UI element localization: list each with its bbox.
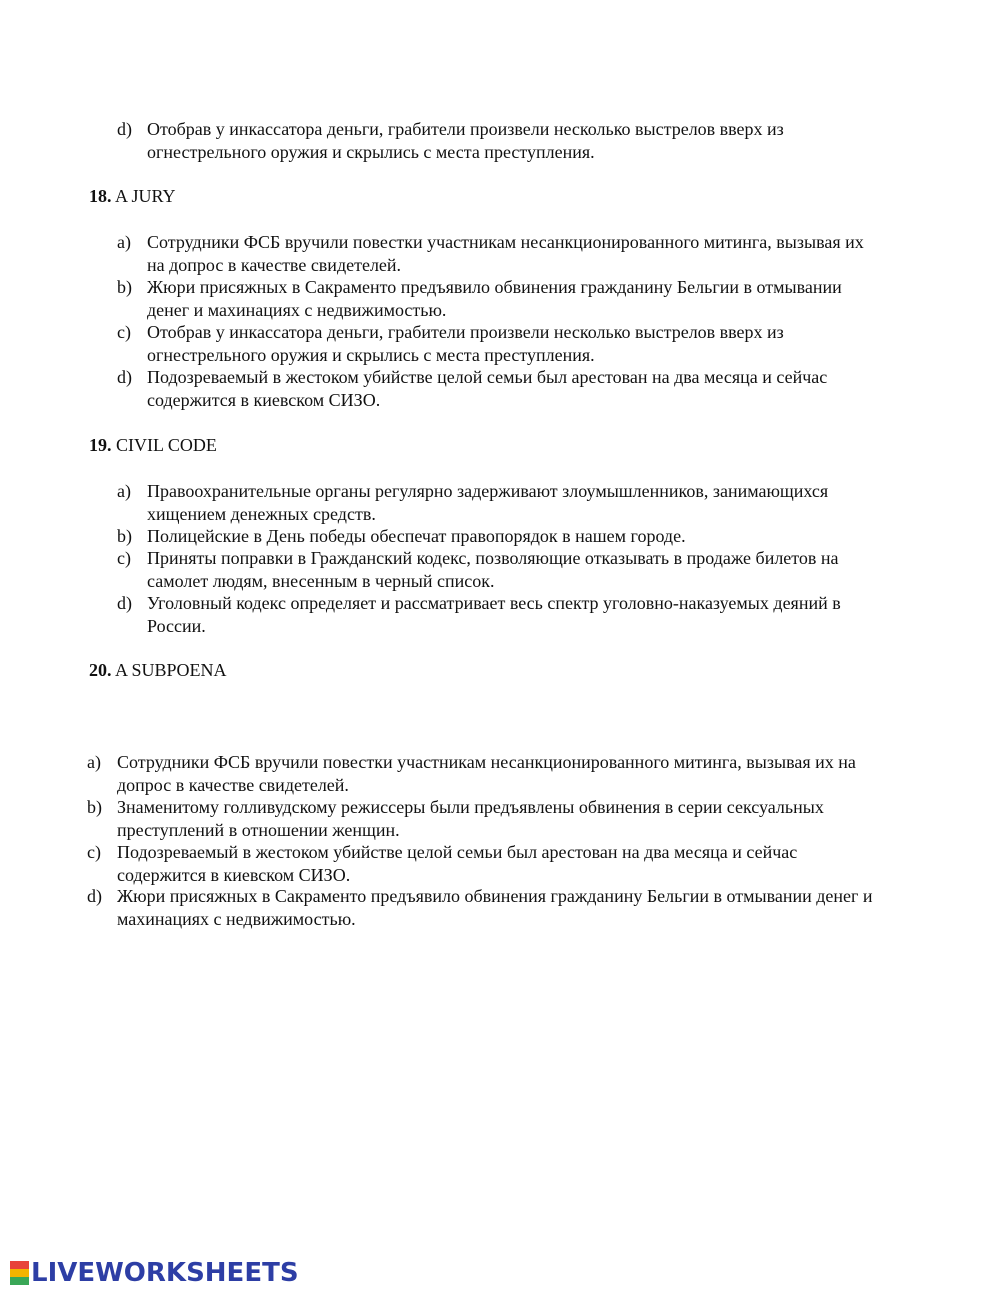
question-term: CIVIL CODE: [116, 435, 217, 455]
q18-option-b: [117, 276, 867, 321]
option-text: Подозреваемый в жестоком убийстве целой семьи был арестован на два месяца и сейчас содержится в киевском СИЗО.: [117, 842, 798, 885]
question-18-heading: [89, 185, 176, 207]
option-text: Знаменитому голливудскому режиссеры были предъявлены обвинения в серии сексуальных преступлений в отношении женщин.: [117, 797, 824, 840]
option-letter: b): [117, 526, 132, 546]
option-letter: b): [117, 277, 132, 297]
question-number: 20.: [89, 660, 112, 680]
question-20-heading: [89, 659, 227, 681]
option-letter: a): [87, 752, 101, 772]
option-letter: d): [117, 119, 132, 139]
option-letter: d): [87, 886, 102, 906]
q19-option-a: [117, 480, 867, 525]
q20-option-d: [87, 885, 887, 930]
q20-option-a: [87, 751, 887, 796]
q18-option-d: [117, 366, 867, 411]
question-number: 18.: [89, 186, 112, 206]
option-text: Жюри присяжных в Сакраменто предъявило обвинения гражданину Бельгии в отмывании денег и махинациях с недвижимостью.: [117, 886, 873, 929]
option-text: Отобрав у инкассатора деньги, грабители произвели несколько выстрелов вверх из огнестрельного оружия и скрылись с места преступления.: [147, 322, 784, 365]
option-text: Полицейские в День победы обеспечат правопорядок в нашем городе.: [147, 526, 686, 546]
q19-option-b: [117, 525, 867, 548]
option-text: Приняты поправки в Гражданский кодекс, позволяющие отказывать в продаже билетов на самолет людям, внесенным в черный список.: [147, 548, 839, 591]
question-term: A SUBPOENA: [115, 660, 227, 680]
option-text: Сотрудники ФСБ вручили повестки участникам несанкционированного митинга, вызывая их на допрос в качестве свидетелей.: [117, 752, 856, 795]
liveworksheets-logo[interactable]: [10, 1259, 299, 1287]
option-text: Сотрудники ФСБ вручили повестки участникам несанкционированного митинга, вызывая их на допрос в качестве свидетелей.: [147, 232, 864, 275]
question-19-heading: [89, 434, 217, 456]
option-letter: d): [117, 593, 132, 613]
option-letter: b): [87, 797, 102, 817]
logo-text: LIVEWORKSHEETS: [31, 1258, 299, 1288]
option-text: Правоохранительные органы регулярно задерживают злоумышленников, занимающихся хищением денежных средств.: [147, 481, 829, 524]
option-letter: a): [117, 232, 131, 252]
question-number: 19.: [89, 435, 112, 455]
option-letter: c): [117, 548, 131, 568]
q18-option-c: [117, 321, 867, 366]
q17-option-d: [117, 118, 867, 163]
option-text: Уголовный кодекс определяет и рассматривает весь спектр уголовно-наказуемых деяний в России.: [147, 593, 841, 636]
question-term: A JURY: [115, 186, 176, 206]
option-letter: c): [117, 322, 131, 342]
q20-option-c: [87, 841, 887, 886]
logo-mark-stripe: [10, 1269, 29, 1277]
option-letter: a): [117, 481, 131, 501]
option-letter: d): [117, 367, 132, 387]
q19-option-c: [117, 547, 867, 592]
q18-option-a: [117, 231, 867, 276]
option-text: Подозреваемый в жестоком убийстве целой семьи был арестован на два месяца и сейчас содержится в киевском СИЗО.: [147, 367, 828, 410]
option-text: Жюри присяжных в Сакраменто предъявило обвинения гражданину Бельгии в отмывании денег и махинациях с недвижимостью.: [147, 277, 842, 320]
option-text: Отобрав у инкассатора деньги, грабители произвели несколько выстрелов вверх из огнестрельного оружия и скрылись с места преступления.: [147, 119, 784, 162]
logo-mark-stripe: [10, 1277, 29, 1285]
option-letter: c): [87, 842, 101, 862]
q19-option-d: [117, 592, 867, 637]
logo-mark-icon: [10, 1261, 29, 1285]
logo-mark-stripe: [10, 1261, 29, 1269]
q20-option-b: [87, 796, 887, 841]
